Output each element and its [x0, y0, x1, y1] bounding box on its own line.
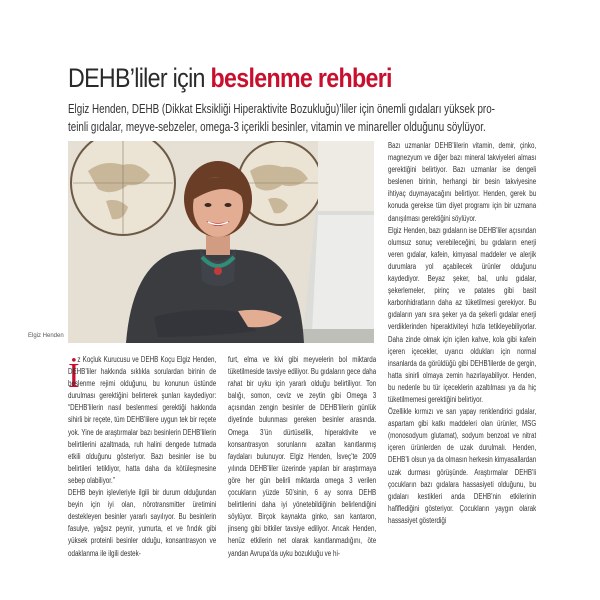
column-2-text: furt, elma ve kivi gibi meyvelerin bol miktarda tüketilmeside tavsiye ediliyor. Bu gıdaların gece daha rahat bir uyku için yararlı olduğu belirtiliyor. Ton balığı, somon, ceviz ve zeytin gibi Omega 3 açısından zengin besinler de DEHB’lilerin günlük diyetinde bulunması gereken besinler arasında. Omega 3’ün dürtüsellik, hiperaktivite ve konsantrasyon sorunlarını azaltan kanıtlanmış faydaları bulunuyor. Elgiz Henden, İsveç’te 2009 yılında DEHB’liler üzerinde yapılan bir araştırmaya göre her gün belirli miktarda omega 3 verilen çocukların yüzde 50’sinin, 6 ay sonra DEHB belirtilerini daha iyi yönetebildiğinin belirlendiğini söylüyor. Birçok kaynakta ginko, sarı kantaron, jinseng gibi bitkiler tavsiye ediliyor. Ancak Henden, henüz etkilerin net olarak kanıtlanmadığını, öte yandan Avrupa’da uyku bozukluğu ve hi- [228, 355, 377, 558]
article-lead: Elgiz Henden, DEHB (Dikkat Eksikliği Hiperaktivite Bozukluğu)’liler için önemli gıdaları yüksek pro- teinli gıdalar, meyve-sebzeler, omega-3 içerikli besinler, vitamin ve minareller olduğunu söylüyor. [68, 102, 495, 134]
title-main: DEHB’liler için [68, 63, 211, 93]
text-column-3 [388, 140, 536, 600]
column-1-body: z Koçluk Kurucusu ve DEHB Koçu Elgiz Henden, DEHB’liler hakkında sıklıkla sorulardan birinin de beslenme rejimi olduğunu, bu konunun üstünde durulması gerektiğini belirterek şunları kaydediyor: “DEHB’lilerin nasıl beslenmesi gerektiği hakkında sihirli bir reçete, tüm DEHB’lilere uygun tek bir reçete yok. Yine de araştırmalar bazı besinlerin DEHB’lilerin belirtilerini azaltmada, ruh halini dengede tutmada etkili olduğunu gösteriyor. Bazı besinler ise bu belirtileri tetikliyor, hatta daha da kötüleşmesine sebep olabiliyor.” DEHB beyin işlevleriyle ilgili bir durum olduğundan beyin için iyi olan, nörotransmitter üretimini destekleyen besinler yararlı sayılıyor. Bu besinlerin fasulye, yağsız peynir, yumurta, et ve fındık gibi yüksek proteinli besinler olduğu, konsantrasyon ve odaklanma ile ilgili destek- [68, 355, 217, 558]
title-highlight: beslenme rehberi [210, 63, 392, 93]
photo-caption: Elgiz Henden [28, 333, 64, 339]
text-column-2 [228, 354, 376, 600]
article-title [68, 58, 392, 98]
column-3-text: Bazı uzmanlar DEHB’lilerin vitamin, demir, çinko, magnezyum ve diğer bazı mineral takviyeleri alması gerektiğini belirtiyor. Bazı uzmanlar ise dengeli beslenen birinin, herhangi bir besin takviyesine ihtiyaç duymayacağını belirtiyor. Henden, gerek bu konuda gerekse tüm diyet programı için bir uzmana danışılması gerektiğini söylüyor. Elgiz Henden, bazı gıdaların ise DEHB’liler açısından olumsuz sonuç verebileceğini, bu gıdaların enerji veren gıdalar, kafein, kimyasal maddeler ve alerjik durumlara yol açabilecek ürünler olduğunu kaydediyor. Beyaz şeker, bal, unlu gıdalar, şekerlemeler, pirinç ve patates gibi basit karbonhidratların daha az tüketilmesi gerekiyor. Bu gıdaların yanı sıra şeker ya da şekerli gıdalar enerji verdiklerinden hiperaktiviteyi hızla tetikleyebiliyorlar. Daha zinde olmak için içilen kahve, kola gibi kafein içeren içecekler, uyarıcı oldukları için normal insanlarda da görüldüğü gibi DEHB’lilerde de gergin, hatta sinirli olmaya zemin hazırlayabiliyor. Henden, bu nedenle bu tür içeceklerin azaltılması ya da hiç tüketilmemesi gerektiğini belirtiyor. Özellikle kırmızı ve sarı yapay renklendirici gıdalar, aspartam gibi katkı maddeleri olan ürünler, MSG (monosodyum glutamat), sodyum benzoat ve nitrat içeren ürünlerden de uzak durulmalı. Henden, DEHB’li olsun ya da olmasın herkesin kimyasallardan uzak durması görüşünde. Araştırmalar DEHB’li çocukların bazı gıdalara hassasiyeti olduğunu, bu gıdaları kestikleri anda DEHB’nin etkilerinin hafiflediğini gösteriyor. Çocukların yaygın olarak hassasiyet gösterdiği [388, 141, 537, 525]
text-column-1 [68, 354, 216, 600]
drop-cap: İ [68, 356, 80, 395]
column-1-text [68, 354, 216, 560]
author-photo [68, 141, 374, 343]
